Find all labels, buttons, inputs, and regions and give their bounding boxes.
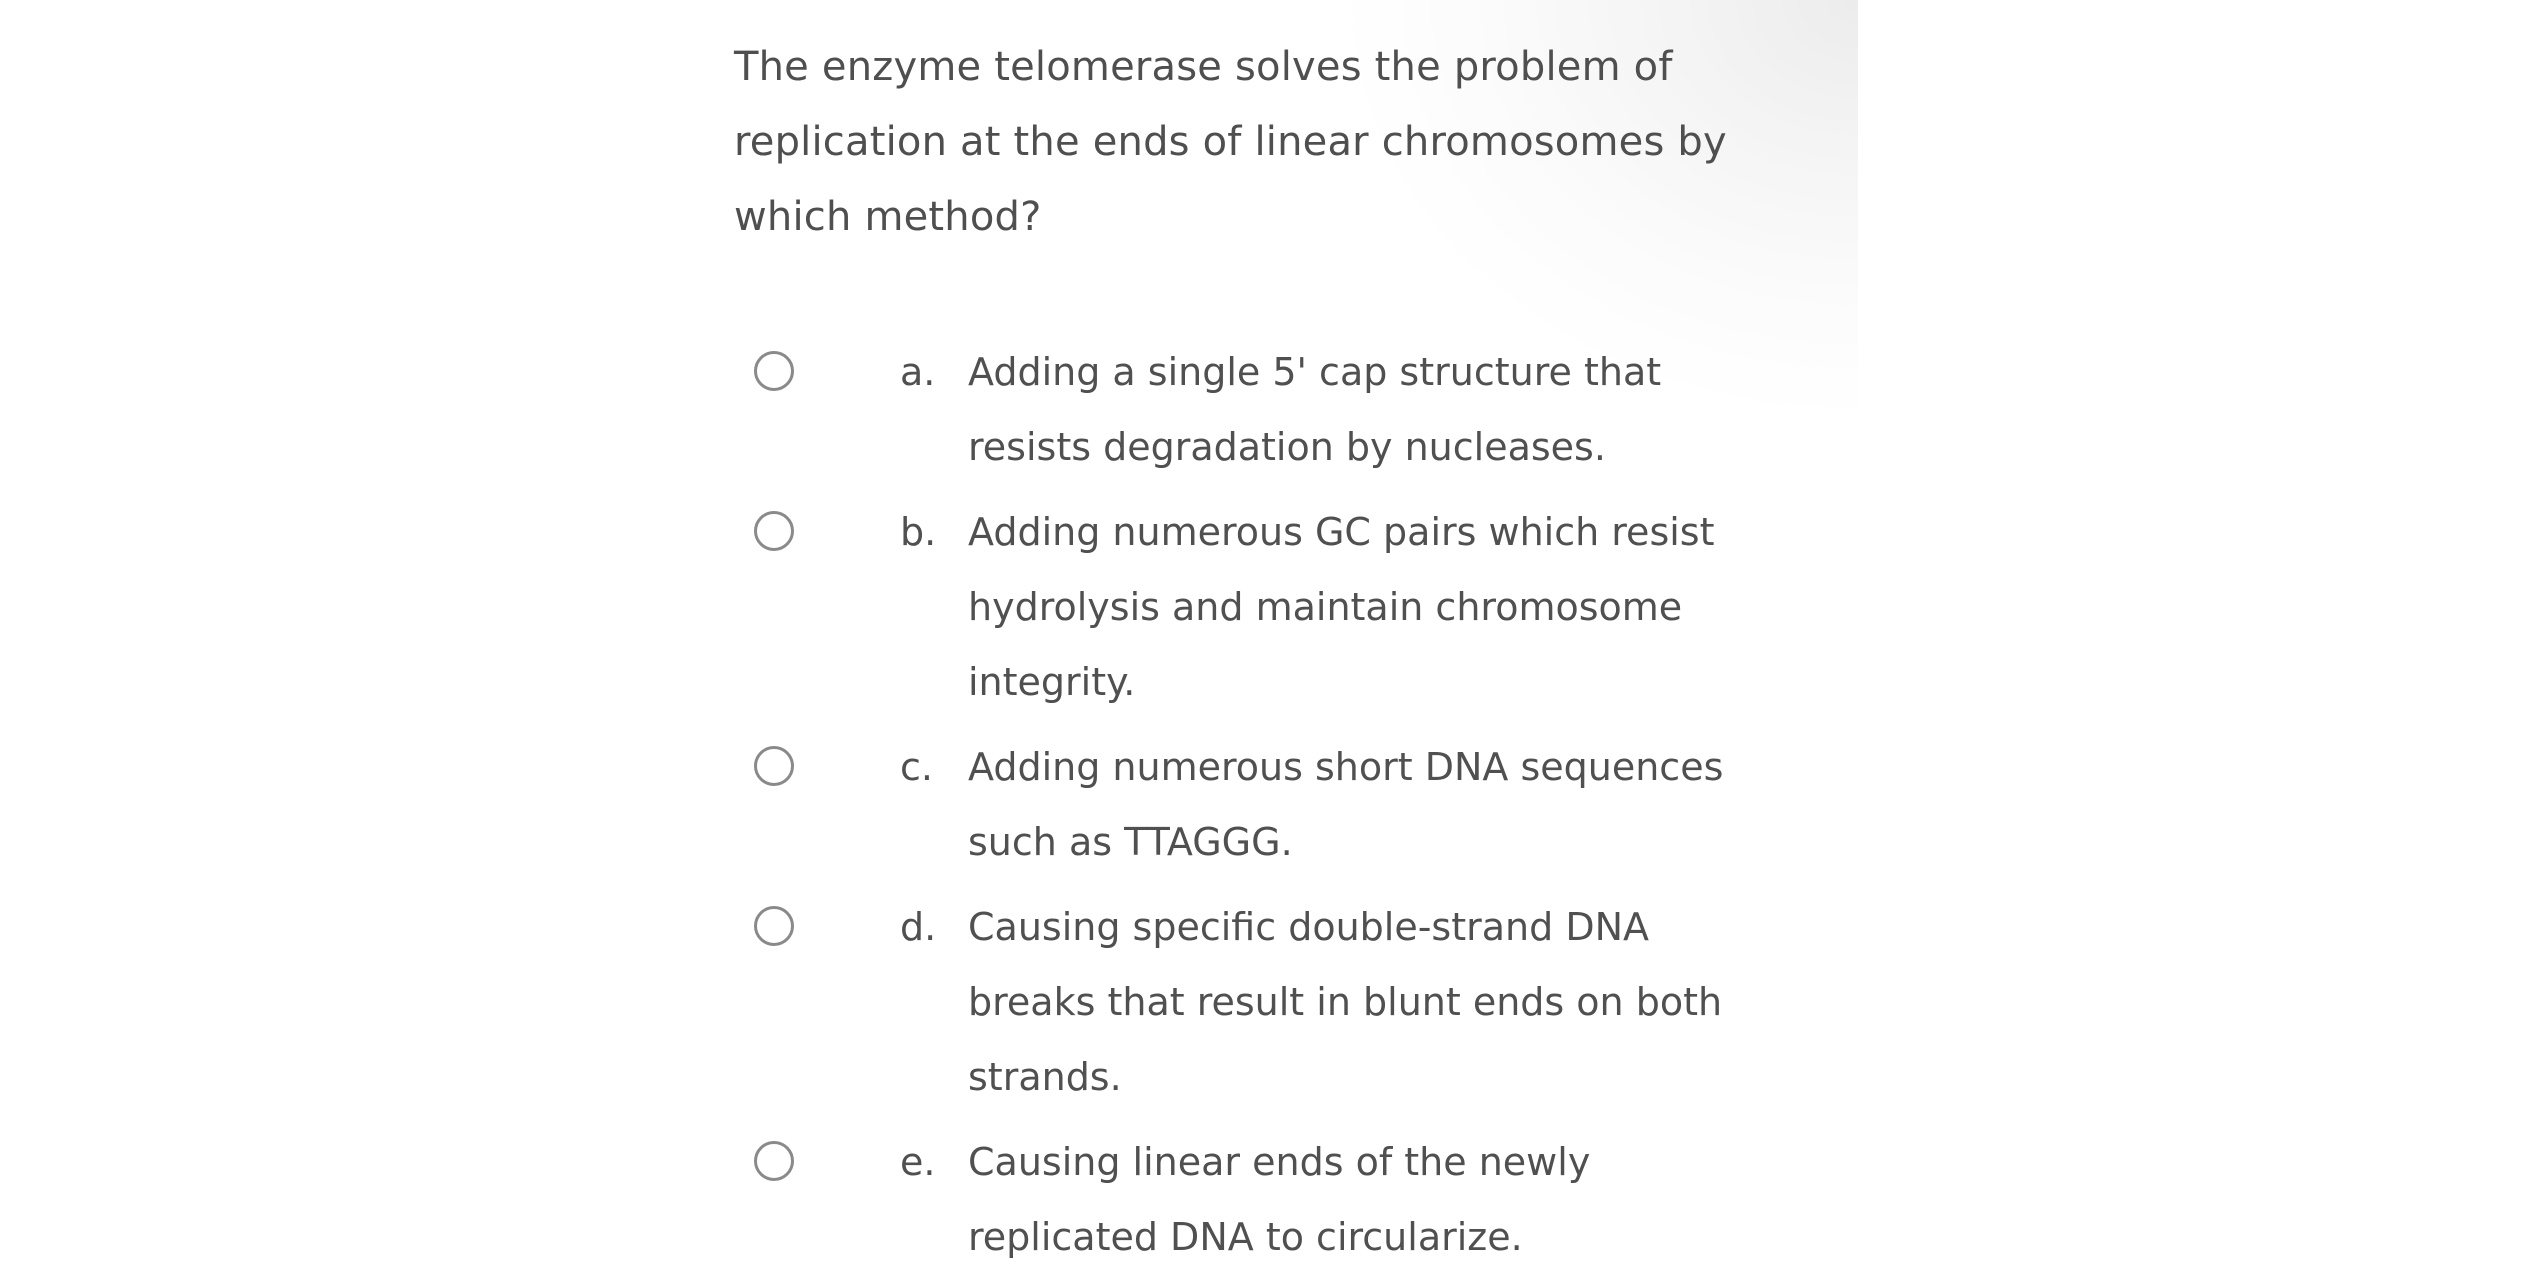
answer-option-b[interactable] [734,495,1834,720]
answer-options-list [734,335,1834,1285]
answer-option-a[interactable] [734,335,1834,485]
option-text[interactable]: Adding a single 5' cap structure that resists degradation by nucleases. [968,350,1662,469]
radio-button-e[interactable] [754,1141,794,1181]
question-container [734,30,1814,255]
option-letter: c. [900,745,933,789]
radio-button-c[interactable] [754,746,794,786]
option-letter: d. [900,905,937,949]
option-letter: b. [900,510,937,554]
answer-option-e[interactable] [734,1125,1834,1275]
option-letter: e. [900,1140,936,1184]
option-text[interactable]: Adding numerous short DNA sequences such as TTAGGG. [968,745,1724,864]
option-text[interactable]: Adding numerous GC pairs which resist hydrolysis and maintain chromosome integrity. [968,510,1715,704]
answer-option-c[interactable] [734,730,1834,880]
question-text: The enzyme telomerase solves the problem of replication at the ends of linear chromosomes by which method? [734,44,1727,240]
radio-button-a[interactable] [754,351,794,391]
option-text[interactable]: Causing linear ends of the newly replicated DNA to circularize. [968,1140,1591,1259]
radio-button-d[interactable] [754,906,794,946]
radio-button-b[interactable] [754,511,794,551]
option-letter: a. [900,350,936,394]
answer-option-d[interactable] [734,890,1834,1115]
option-text[interactable]: Causing specific double-strand DNA breaks that result in blunt ends on both strands. [968,905,1723,1099]
